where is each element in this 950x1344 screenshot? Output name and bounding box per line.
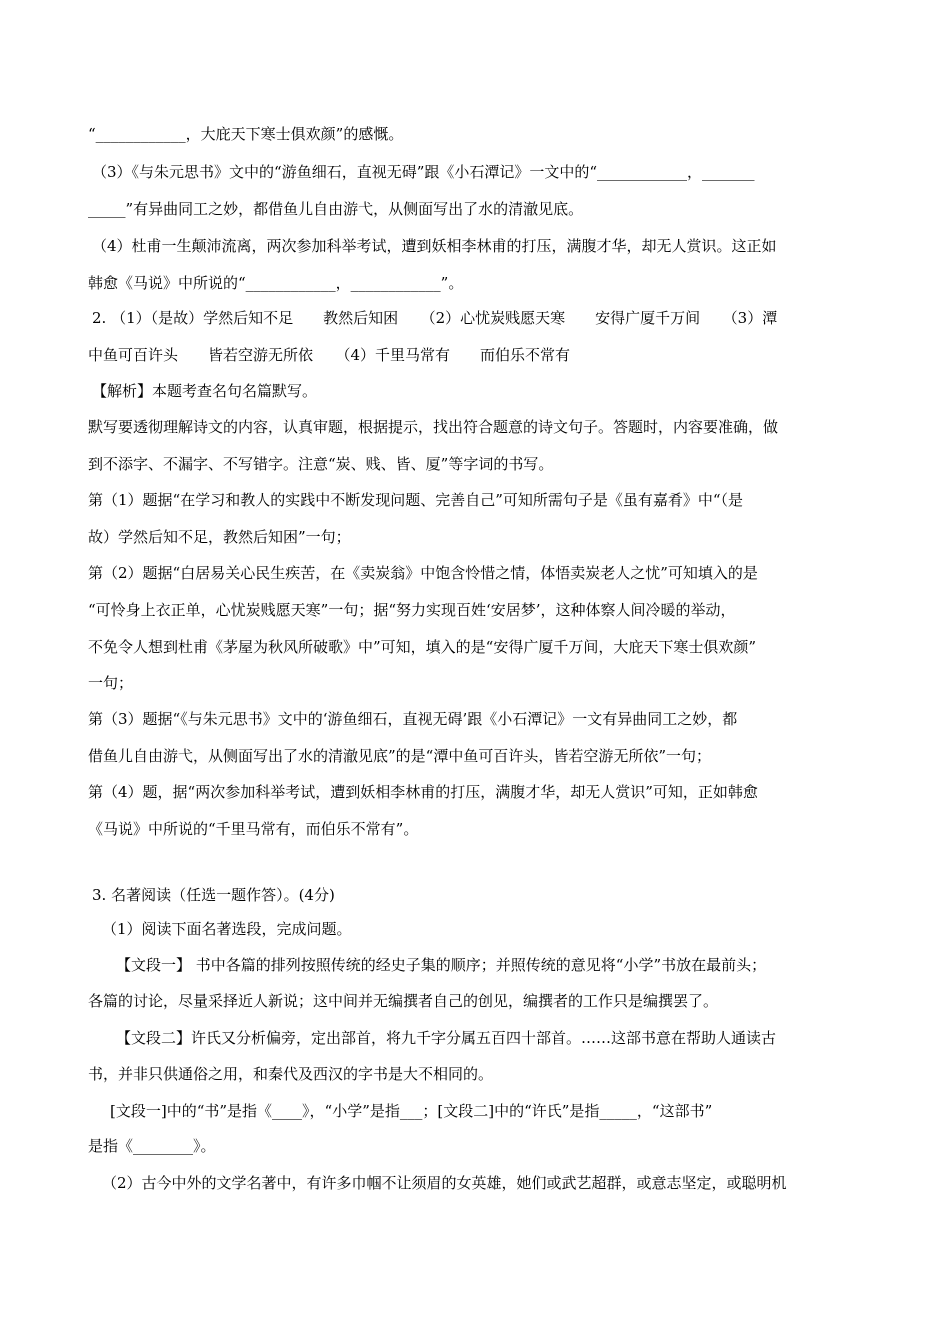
text-line: “可怜身上衣正单，心忧炭贱愿天寒”一句；据“努力实现百姓‘安居梦’，这种体察人间冷暖的举动， <box>88 601 736 619</box>
text-line: 故）学然后知不足，教然后知困”一句； <box>88 528 351 546</box>
text-line: _____”有异曲同工之妙，都借鱼儿自由游弋，从侧面写出了水的清澈见底。 <box>88 200 584 218</box>
text-line: 第（3）题据“《与朱元思书》文中的‘游鱼细石，直视无碍’跟《小石潭记》一文有异曲同工之妙，都 <box>88 710 738 728</box>
answer-line: 2. （1）（是故）学然后知不足 教然后知困 （2）心忧炭贱愿天寒 安得广厦千万间 （3）潭 <box>92 309 778 327</box>
text-line: 不免令人想到杜甫《茅屋为秋风所破歌》中”可知，填入的是“安得广厦千万间，大庇天下寒士俱欢颜” <box>88 638 757 656</box>
text-line: （3）《与朱元思书》文中的“游鱼细石，直视无碍”跟《小石潭记》一文中的“____________，_______ <box>92 163 755 181</box>
text-line: 默写要透彻理解诗文的内容，认真审题，根据提示，找出符合题意的诗文句子。答题时，内容要准确，做 <box>88 418 779 436</box>
text-line: 《马说》中所说的“千里马常有，而伯乐不常有”。 <box>88 820 419 838</box>
text-line: 韩愈《马说》中所说的“____________，____________”。 <box>88 274 464 292</box>
text-line: 是指《________》。 <box>88 1137 216 1155</box>
text-line: 【文段二】许氏又分析偏旁，定出部首，将九千字分属五百四十部首。……这部书意在帮助人通读古 <box>116 1029 777 1047</box>
question-heading: 3. 名著阅读（任选一题作答）。(4分) <box>92 886 335 904</box>
text-line: 到不添字、不漏字、不写错字。注意“炭、贱、皆、厦”等字词的书写。 <box>88 455 554 473</box>
text-line: “____________，大庇天下寒士俱欢颜”的感慨。 <box>88 125 404 143</box>
analysis-heading: 【解析】本题考查名句名篇默写。 <box>92 382 318 400</box>
text-line: 一句； <box>88 674 134 692</box>
text-line: （4）杜甫一生颠沛流离，两次参加科举考试，遭到妖相李林甫的打压，满腹才华，却无人赏识。这正如 <box>92 237 777 255</box>
text-line: 书，并非只供通俗之用，和秦代及西汉的字书是大不相同的。 <box>88 1065 494 1083</box>
text-line: （1）阅读下面名著选段，完成问题。 <box>102 920 352 938</box>
text-line: 借鱼儿自由游弋，从侧面写出了水的清澈见底”的是“潭中鱼可百许头，皆若空游无所依”一句； <box>88 747 712 765</box>
answer-line: 中鱼可百许头 皆若空游无所依 （4）千里马常有 而伯乐不常有 <box>88 346 571 364</box>
text-line: [文段一]中的“书”是指《____》，“小学”是指___；[文段二]中的“许氏”是指_____，“这部书” <box>110 1102 713 1120</box>
text-line: 第（1）题据“在学习和教人的实践中不断发现问题、完善自己”可知所需句子是《虽有嘉肴》中“（是 <box>88 491 744 509</box>
text-line: 【文段一】 书中各篇的排列按照传统的经史子集的顺序；并照传统的意见将“小学”书放在最前头； <box>116 956 767 974</box>
text-line: 各篇的讨论，尽量采择近人新说；这中间并无编撰者自己的创见，编撰者的工作只是编撰罢了。 <box>88 992 719 1010</box>
text-line: 第（4）题，据“两次参加科举考试，遭到妖相李林甫的打压，满腹才华，却无人赏识”可知，正如韩愈 <box>88 783 758 801</box>
text-line: （2）古今中外的文学名著中，有许多巾帼不让须眉的女英雄，她们或武艺超群，或意志坚定，或聪明机 <box>102 1174 787 1192</box>
text-line: 第（2）题据“白居易关心民生疾苦，在《卖炭翁》中饱含怜惜之情，体悟卖炭老人之忧”可知填入的是 <box>88 564 758 582</box>
